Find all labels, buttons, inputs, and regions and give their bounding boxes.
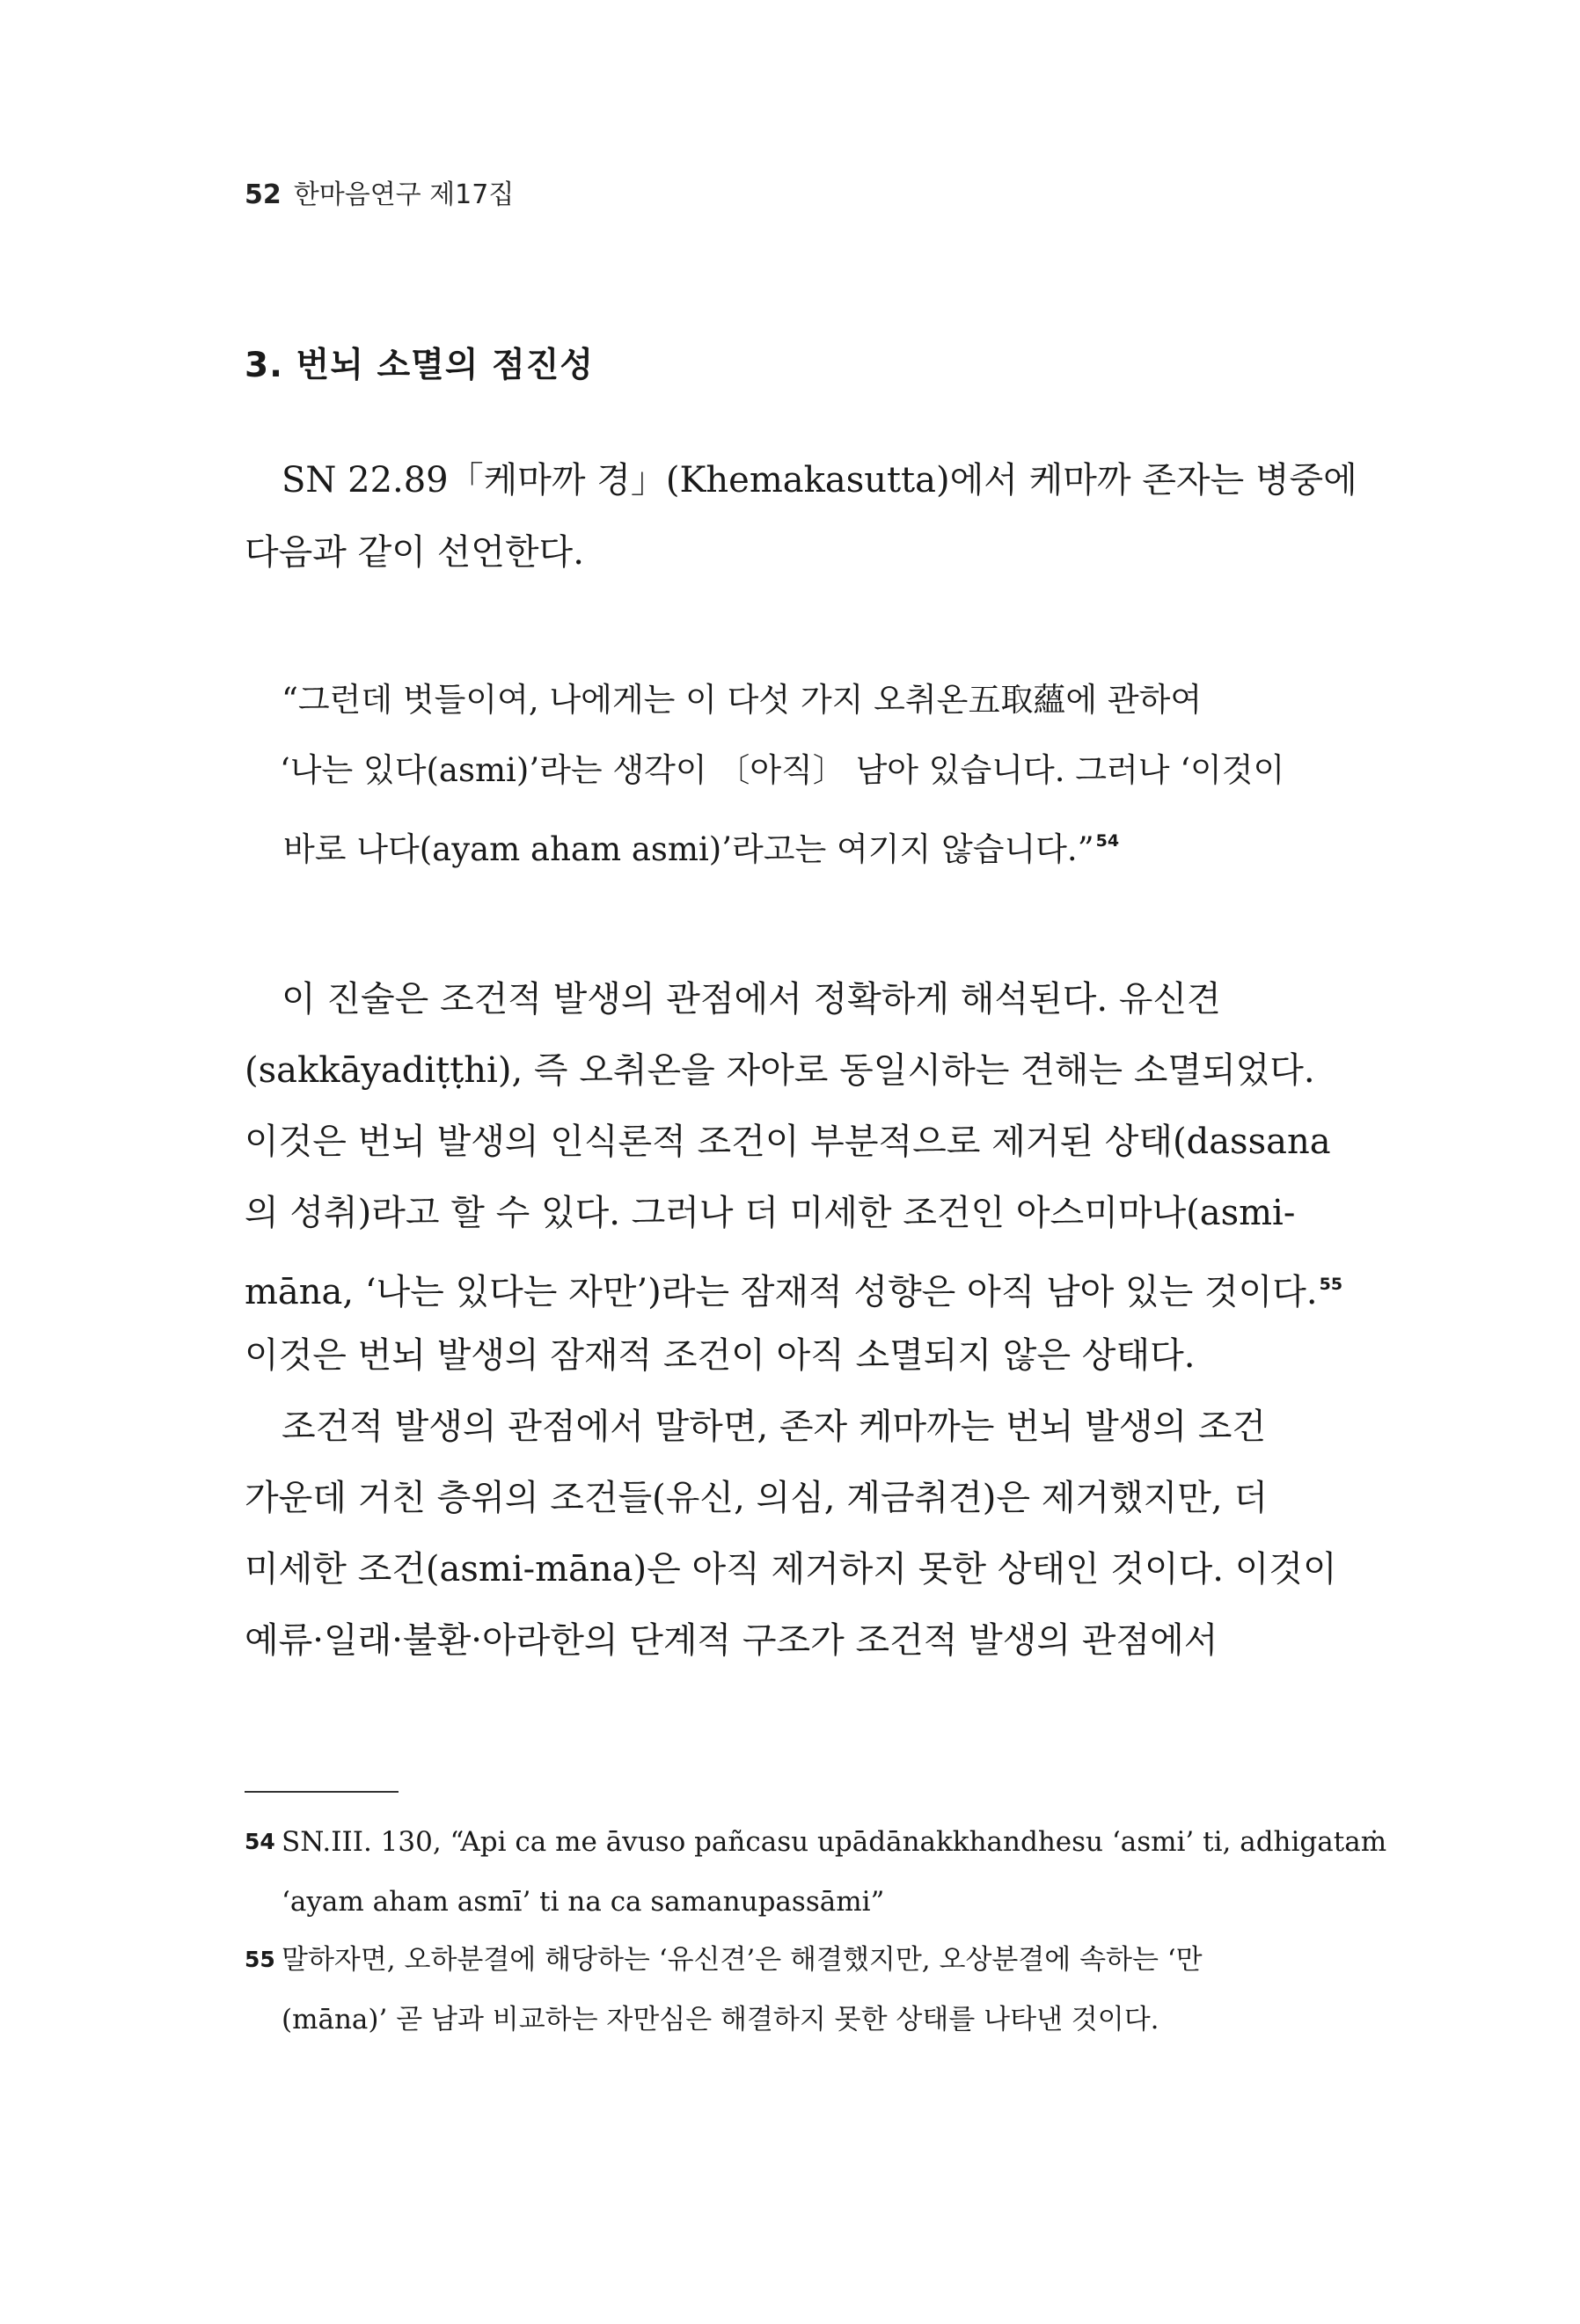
para2-line-4: 예류·일래·불환·아라한의 단계적 구조가 조건적 발생의 관점에서 — [245, 1620, 1218, 1661]
page-number: 52 — [245, 179, 282, 210]
intro-line-1: SN 22.89「케마까 경」(Khemakasutta)에서 케마까 존자는 병중에 — [282, 460, 1357, 501]
footnote-54-line-1: SN.III. 130, “Api ca me āvuso pañcasu upādānakkhandhesu ‘asmi’ ti, adhigataṁ — [282, 1826, 1387, 1858]
journal-title: 한마음연구 제17집 — [293, 179, 515, 210]
quote-line-1: “그런데 벗들이여, 나에게는 이 다섯 가지 오취온五取蘊에 관하여 — [282, 681, 1203, 719]
intro-line-2: 다음과 같이 선언한다. — [245, 532, 584, 573]
para1-line-4: 의 성취)라고 할 수 있다. 그러나 더 미세한 조건인 아스미마나(asmi- — [245, 1193, 1296, 1233]
para1-line-5 — [245, 1258, 1342, 1319]
quote-line-3 — [283, 815, 1119, 876]
running-header — [245, 172, 514, 211]
para1-line-1: 이 진술은 조건적 발생의 관점에서 정확하게 해석된다. 유신견 — [282, 979, 1221, 1019]
para2-line-2: 가운데 거친 층위의 조건들(유신, 의심, 계금취견)은 제거했지만, 더 — [245, 1478, 1268, 1518]
footnote-separator — [245, 1791, 399, 1793]
section-title: 3. 번뇌 소멸의 점진성 — [245, 346, 595, 385]
footnote-ref-54[interactable]: 54 — [1095, 831, 1120, 851]
para2-line-3: 미세한 조건(asmi-māna)은 아직 제거하지 못한 상태인 것이다. 이것이 — [245, 1549, 1337, 1590]
para1-line-6: 이것은 번뇌 발생의 잠재적 조건이 아직 소멸되지 않은 상태다. — [245, 1335, 1196, 1376]
quote-line-3-text: 바로 나다(ayam aham asmi)’라고는 여기지 않습니다.” — [283, 830, 1094, 868]
footnote-55-line-2: (māna)’ 곧 남과 비교하는 자만심은 해결하지 못한 상태를 나타낸 것이다. — [282, 2004, 1159, 2035]
para2-line-1: 조건적 발생의 관점에서 말하면, 존자 케마까는 번뇌 발생의 조건 — [282, 1407, 1267, 1447]
footnote-55-line-1: 말하자면, 오하분결에 해당하는 ‘유신견’은 해결했지만, 오상분결에 속하는 ‘만 — [282, 1944, 1203, 1976]
footnote-54-number: 54 — [245, 1829, 275, 1854]
footnote-ref-55[interactable]: 55 — [1319, 1275, 1343, 1294]
footnote-55-number: 55 — [245, 1947, 275, 1972]
quote-line-2: ‘나는 있다(asmi)’라는 생각이 〔아직〕 남아 있습니다. 그러나 ‘이것이 — [280, 751, 1285, 789]
para1-line-5-text: māna, ‘나는 있다는 자만’)라는 잠재적 성향은 아직 남아 있는 것이다. — [245, 1272, 1318, 1312]
footnote-54-line-2: ‘ayam aham asmī’ ti na ca samanupassāmi” — [282, 1886, 885, 1918]
para1-line-2: (sakkāyadiṭṭhi), 즉 오취온을 자아로 동일시하는 견해는 소멸되었다. — [245, 1050, 1315, 1091]
para1-line-3: 이것은 번뇌 발생의 인식론적 조건이 부분적으로 제거된 상태(dassana — [245, 1122, 1331, 1162]
